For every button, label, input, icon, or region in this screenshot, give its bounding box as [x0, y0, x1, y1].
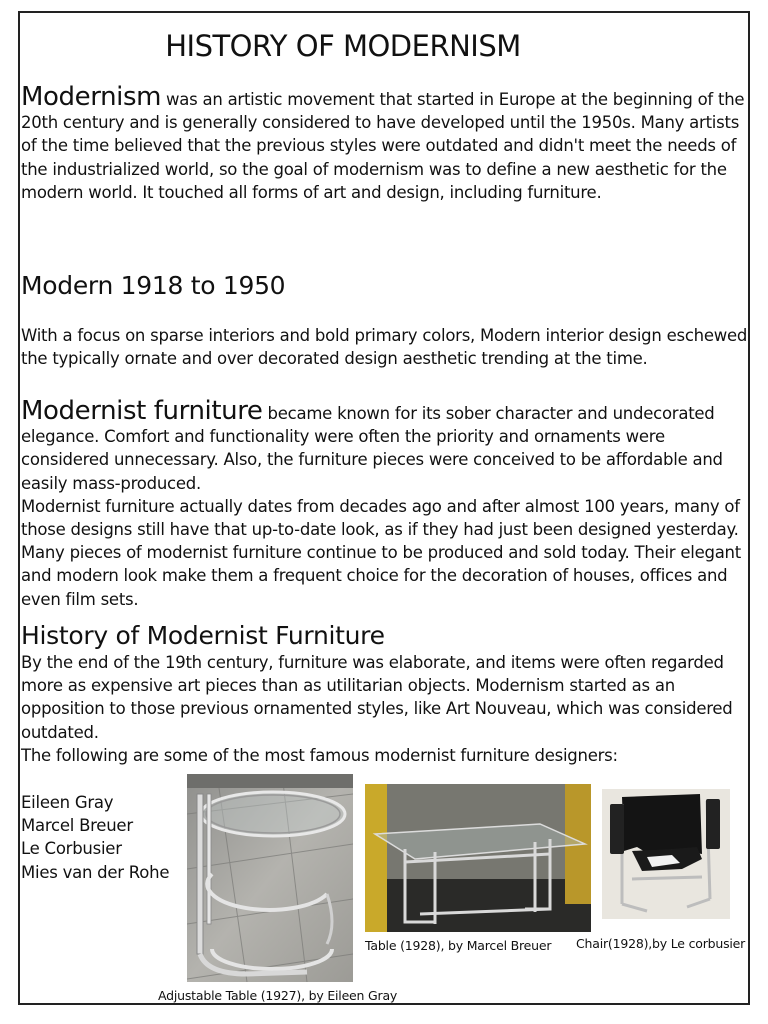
- designer-item: Eileen Gray: [21, 793, 114, 812]
- furniture-text-1: became known for its sober character and undecorated elegance. Comfort and functionality were often the priority and ornaments were considered unnecessary. Also, the furniture pieces were conceived to be affordable and easily mass-produced.: [21, 404, 723, 493]
- history-text-1: By the end of the 19th century, furniture was elaborate, and items were often regarded more as expensive art pieces than as utilitarian objects. Modernism started as an opposition to those previous ornamented styles, like Art Nouveau, which was considered outdated.: [21, 653, 733, 742]
- designer-item: Le Corbusier: [21, 839, 122, 859]
- history-text-2: The following are some of the most famous modernist furniture designers:: [21, 745, 618, 765]
- history-heading: History of Modernist Furniture: [21, 621, 385, 650]
- page-title: HISTORY OF MODERNISM: [165, 29, 521, 63]
- furniture-paragraph: [21, 396, 751, 611]
- intro-lead: Modernism: [21, 82, 162, 112]
- corbusier-chair-photo: [602, 789, 730, 919]
- modern-paragraph: With a focus on sparse interiors and bold primary colors, Modern interior design eschewed the typically ornate and over decorated design aesthetic trending at the time.: [21, 326, 748, 369]
- designer-list: [21, 791, 169, 884]
- breuer-table-photo: [365, 784, 591, 932]
- furniture-lead: Modernist furniture: [21, 396, 263, 426]
- intro-text: was an artistic movement that started in Europe at the beginning of the 20th century and is generally considered to have developed until the 1950s. Many artists of the time believed that the previous styles were outdated and didn't meet the needs of the industrialized world, so the goal of modernism was to define a new aesthetic for the modern world. It touched all forms of art and design, including furniture.: [21, 90, 745, 202]
- eileen-gray-table-photo: [187, 774, 353, 982]
- intro-paragraph: [21, 82, 751, 204]
- breuer-caption: Table (1928), by Marcel Breuer: [365, 938, 552, 953]
- furniture-text-2: Modernist furniture actually dates from decades ago and after almost 100 years, many of those designs still have that up-to-date look, as if they had just been designed yesterday. Many pieces of modernist furniture continue to be produced and sold today. Their elegant and modern look make them a frequent choice for the decoration of houses, offices and even film sets.: [21, 496, 741, 609]
- designer-item: Mies van der Rohe: [21, 862, 170, 882]
- modern-heading: Modern 1918 to 1950: [21, 271, 286, 300]
- designer-item: Marcel Breuer: [21, 816, 133, 836]
- eileen-gray-caption: Adjustable Table (1927), by Eileen Gray: [158, 988, 398, 1003]
- corbusier-caption: Chair(1928),by Le corbusier: [576, 936, 746, 951]
- history-paragraph: [21, 651, 751, 767]
